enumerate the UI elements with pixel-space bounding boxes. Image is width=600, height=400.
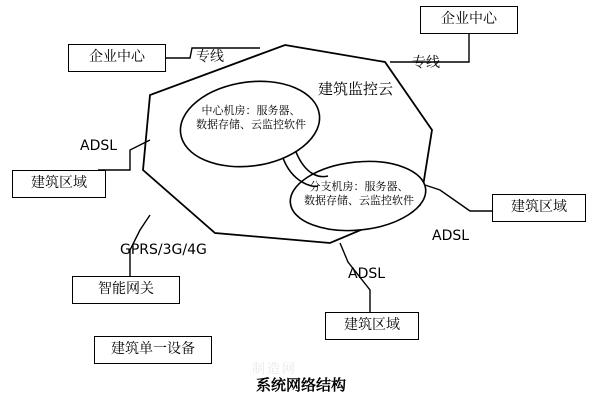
- smart-gateway-box[interactable]: 智能网关: [72, 276, 180, 304]
- link-dedicated-right-label: 专线: [412, 55, 440, 71]
- central-room-text: [186, 104, 316, 132]
- cloud-label: 建筑监控云: [318, 80, 394, 98]
- link-adsl-left-label: ADSL: [80, 138, 118, 154]
- diagram-title: 系统网络结构: [256, 376, 347, 394]
- building-device-box[interactable]: 建筑单一设备: [94, 336, 212, 364]
- enterprise-center-left-box[interactable]: 企业中心: [68, 44, 166, 72]
- enterprise-center-top-box[interactable]: 企业中心: [420, 6, 518, 34]
- building-area-right-box[interactable]: 建筑区域: [492, 194, 586, 222]
- building-area-bottom-box[interactable]: 建筑区域: [325, 312, 419, 340]
- link-gprs-label: GPRS/3G/4G: [120, 242, 207, 258]
- line-building-right: [425, 185, 498, 211]
- building-area-left-box[interactable]: 建筑区域: [12, 170, 106, 198]
- watermark: 制造网: [252, 362, 298, 377]
- branch-room-line1: 分支机房：服务器、: [309, 180, 409, 193]
- central-room-line1: 中心机房：服务器、: [201, 104, 301, 117]
- central-room-line2: 数据存储、云监控软件: [196, 117, 306, 131]
- link-adsl-bottom-label: ADSL: [348, 266, 386, 282]
- link-adsl-right-label: ADSL: [432, 228, 470, 244]
- branch-room-text: [295, 180, 423, 208]
- link-dedicated-left-label: 专线: [196, 49, 224, 65]
- branch-room-line2: 数据存储、云监控软件: [304, 193, 414, 207]
